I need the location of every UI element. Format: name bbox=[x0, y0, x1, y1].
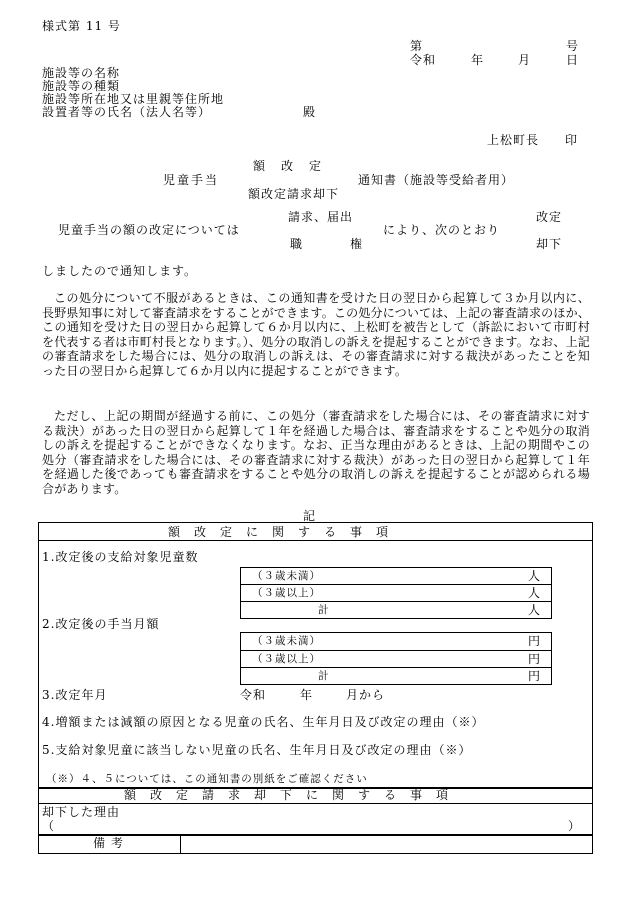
form-number: 様式第 11 号 bbox=[42, 19, 121, 33]
item3-label: 3.改定年月 bbox=[42, 688, 108, 702]
children-over3-label: （３歳以上） bbox=[252, 587, 321, 599]
children-over3-unit: 人 bbox=[528, 586, 541, 600]
date-day: 日 bbox=[566, 53, 579, 67]
kyakka-reason-paren-open: （ bbox=[42, 819, 55, 833]
paragraph-proviso: ただし、上記の期間が経過する前に、この処分（審査請求をした場合には、その審査請求に対する裁決）があった日の翌日から起算して１年を経過した場合は、審査請求をすることや処分の取消しの訴えを提起することができなくなります。なお、正当な理由があるときは、上記の期間やこの処分（審査請求をした場合には、その審査請求に対する裁決）があった日の翌日から起算して１年を経過した後であっても審査請求をすることや処分の取消しの訴えを提起することが認められる場合があります。 bbox=[42, 409, 590, 496]
kyakka-reason-paren-close: ） bbox=[568, 819, 581, 833]
item3-month: 月から bbox=[346, 688, 386, 702]
title-seikyu-kyakka: 額改定請求却下 bbox=[248, 187, 340, 201]
amount-total-label: 計 bbox=[318, 670, 330, 682]
paragraph-appeal: この処分について不服があるときは、この通知書を受けた日の翌日から起算して３か月以内に、長野県知事に対して審査請求をすることができます。この処分については、上記の審査請求のほか、この通知を受けた日の翌日から起算して６か月以内に、上松町を被告として（訴訟において市町村を代表する者は市町村長となります。）、処分の取消しの訴えを提起することができます。なお、上記の審査請求をした場合には、処分の取消しの訴えは、その審査請求に対する裁決があったことを知った日の翌日から起算して６か月以内に提起することができます。 bbox=[42, 291, 590, 378]
title-prefix: 児童手当 bbox=[163, 173, 220, 187]
facility-name-label: 施設等の名称 bbox=[42, 66, 121, 80]
date-year: 年 bbox=[471, 53, 484, 67]
item1-label: 1.改定後の支給対象児童数 bbox=[42, 550, 199, 564]
kyakka-header-divider bbox=[38, 803, 592, 804]
children-under3-label: （３歳未満） bbox=[252, 570, 321, 582]
intro-middle: により、次のとおり bbox=[383, 223, 501, 237]
item2-label: 2.改定後の手当月額 bbox=[42, 617, 160, 631]
title-kaitei: 額 改 定 bbox=[253, 159, 324, 173]
remarks-label: 備考 bbox=[93, 836, 130, 850]
intro-opt-bottom-2: 権 bbox=[350, 237, 363, 251]
item3-era: 令和 bbox=[240, 688, 267, 702]
amount-under3-unit: 円 bbox=[528, 634, 541, 648]
address-label: 施設等所在地又は里親等住所地 bbox=[42, 92, 225, 106]
amount-total-unit: 円 bbox=[528, 669, 541, 683]
children-row-divider-2 bbox=[240, 601, 551, 602]
date-month: 月 bbox=[518, 53, 531, 67]
amount-over3-unit: 円 bbox=[528, 652, 541, 666]
remarks-divider bbox=[180, 834, 181, 853]
children-total-label: 計 bbox=[318, 604, 330, 616]
intro-opt-top: 請求、届出 bbox=[288, 210, 354, 224]
doc-number-go: 号 bbox=[566, 39, 579, 53]
issuer-seal: 印 bbox=[565, 133, 578, 147]
amount-row-divider-2 bbox=[240, 667, 551, 668]
facility-type-label: 施設等の種類 bbox=[42, 79, 121, 93]
issuer-mayor: 上松町長 bbox=[487, 133, 540, 147]
item4-label: 4.増額または減額の原因となる児童の氏名、生年月日及び改定の理由（※） bbox=[42, 715, 485, 729]
reference-note: （※）４、５については、この通知書の別紙をご確認ください bbox=[46, 773, 368, 785]
intro-opt-bottom-1: 職 bbox=[290, 237, 303, 251]
amount-row-divider-1 bbox=[240, 650, 551, 651]
intro-tail: しましたので通知します。 bbox=[42, 264, 198, 278]
children-total-unit: 人 bbox=[528, 603, 541, 617]
kyakka-section-header: 額 改 定 請 求 却 下 に 関 す る 事 項 bbox=[124, 788, 450, 802]
date-era: 令和 bbox=[410, 53, 437, 67]
children-under3-unit: 人 bbox=[528, 569, 541, 583]
doc-number-dai: 第 bbox=[410, 39, 423, 53]
amount-over3-label: （３歳以上） bbox=[252, 653, 321, 665]
honorific: 殿 bbox=[303, 105, 316, 119]
title-suffix: 通知書（施設等受給者用） bbox=[358, 173, 515, 187]
kaitei-section-header: 額 改 定 に 関 す る 事 項 bbox=[168, 525, 390, 539]
founder-label: 設置者等の氏名（法人名等） bbox=[42, 105, 212, 119]
item3-year: 年 bbox=[300, 688, 313, 702]
intro-lead: 児童手当の額の改定については bbox=[58, 223, 240, 237]
ki-label: 記 bbox=[303, 509, 316, 523]
item5-label: 5.支給対象児童に該当しない児童の氏名、生年月日及び改定の理由（※） bbox=[42, 743, 472, 757]
intro-right-bottom: 却下 bbox=[536, 237, 563, 251]
kyakka-reason-label: 却下した理由 bbox=[42, 805, 121, 819]
intro-right-top: 改定 bbox=[536, 210, 563, 224]
children-row-divider-1 bbox=[240, 584, 551, 585]
amount-under3-label: （３歳未満） bbox=[252, 635, 321, 647]
kaitei-header-divider bbox=[38, 540, 592, 541]
